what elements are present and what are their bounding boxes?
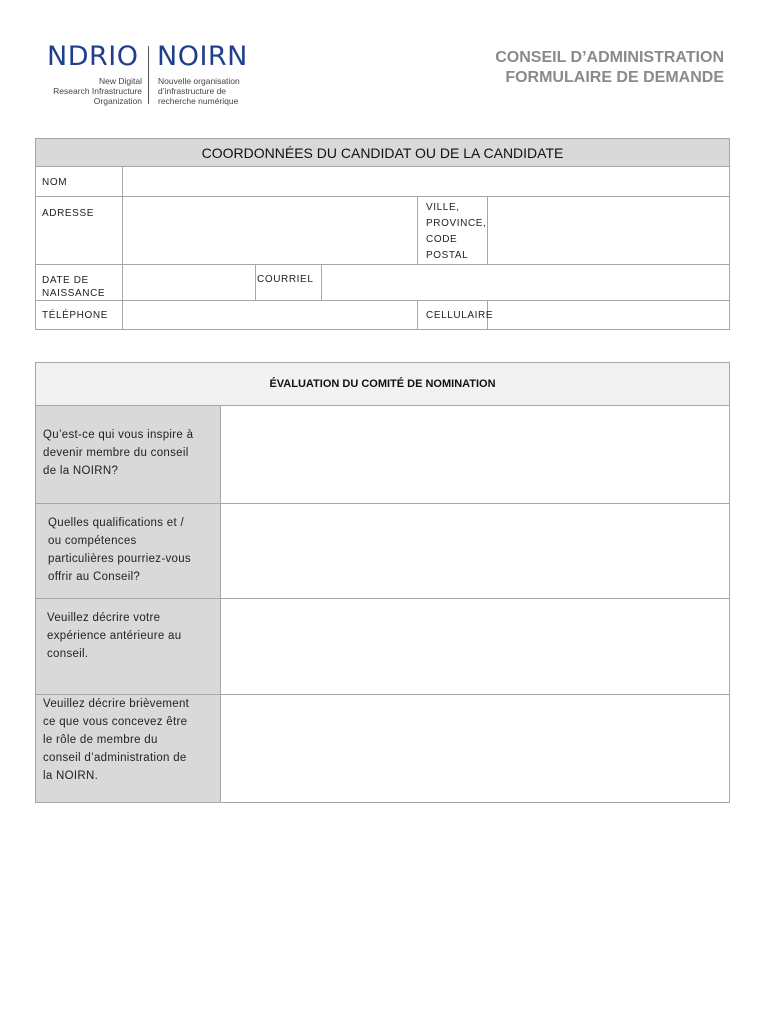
title-line-1: CONSEIL D’ADMINISTRATION [495, 49, 724, 66]
question-qualifications: Quelles qualifications et / ou compétences particulières pourriez-vous offrir au Conseil? [36, 504, 221, 599]
adresse-field[interactable] [123, 197, 418, 265]
nom-field[interactable] [123, 167, 730, 197]
ville-field[interactable] [488, 197, 730, 265]
logo-fr-subtitle: Nouvelle organisation d’infrastructure de recherche numérique [158, 76, 240, 106]
cellulaire-field[interactable] [488, 301, 730, 330]
telephone-label: TÉLÉPHONE [36, 301, 123, 330]
candidate-info-table [35, 138, 730, 330]
date-naissance-field[interactable] [123, 265, 256, 301]
logo-en-name: NDRIO [47, 41, 139, 72]
courriel-label: COURRIEL [256, 265, 322, 301]
question-role: Veuillez décrire brièvement ce que vous concevez être le rôle de membre du conseil d’administration de la NOIRN. [36, 695, 221, 803]
evaluation-section-title: ÉVALUATION DU COMITÉ DE NOMINATION [36, 363, 730, 406]
logo-divider [148, 46, 149, 104]
answer-role[interactable] [221, 695, 730, 803]
cellulaire-label: CELLULAIRE [418, 301, 488, 330]
logo-fr-name: NOIRN [157, 41, 248, 72]
answer-qualifications[interactable] [221, 504, 730, 599]
question-inspiration: Qu’est-ce qui vous inspire à devenir membre du conseil de la NOIRN? [36, 406, 221, 504]
telephone-field[interactable] [123, 301, 418, 330]
evaluation-table [35, 362, 730, 803]
date-naissance-label: DATE DE NAISSANCE [36, 265, 123, 301]
ndrio-noirn-logo [44, 42, 264, 108]
title-line-2: FORMULAIRE DE DEMANDE [505, 69, 724, 86]
courriel-field[interactable] [322, 265, 730, 301]
question-experience: Veuillez décrire votre expérience antérieure au conseil. [36, 599, 221, 695]
candidate-section-title: COORDONNÉES DU CANDIDAT OU DE LA CANDIDATE [36, 139, 730, 167]
answer-experience[interactable] [221, 599, 730, 695]
answer-inspiration[interactable] [221, 406, 730, 504]
ville-label: VILLE, PROVINCE, CODE POSTAL [418, 197, 488, 265]
adresse-label: ADRESSE [36, 197, 123, 265]
nom-label: NOM [36, 167, 123, 197]
document-title [495, 48, 724, 88]
logo-en-subtitle: New Digital Research Infrastructure Organization [53, 76, 142, 106]
